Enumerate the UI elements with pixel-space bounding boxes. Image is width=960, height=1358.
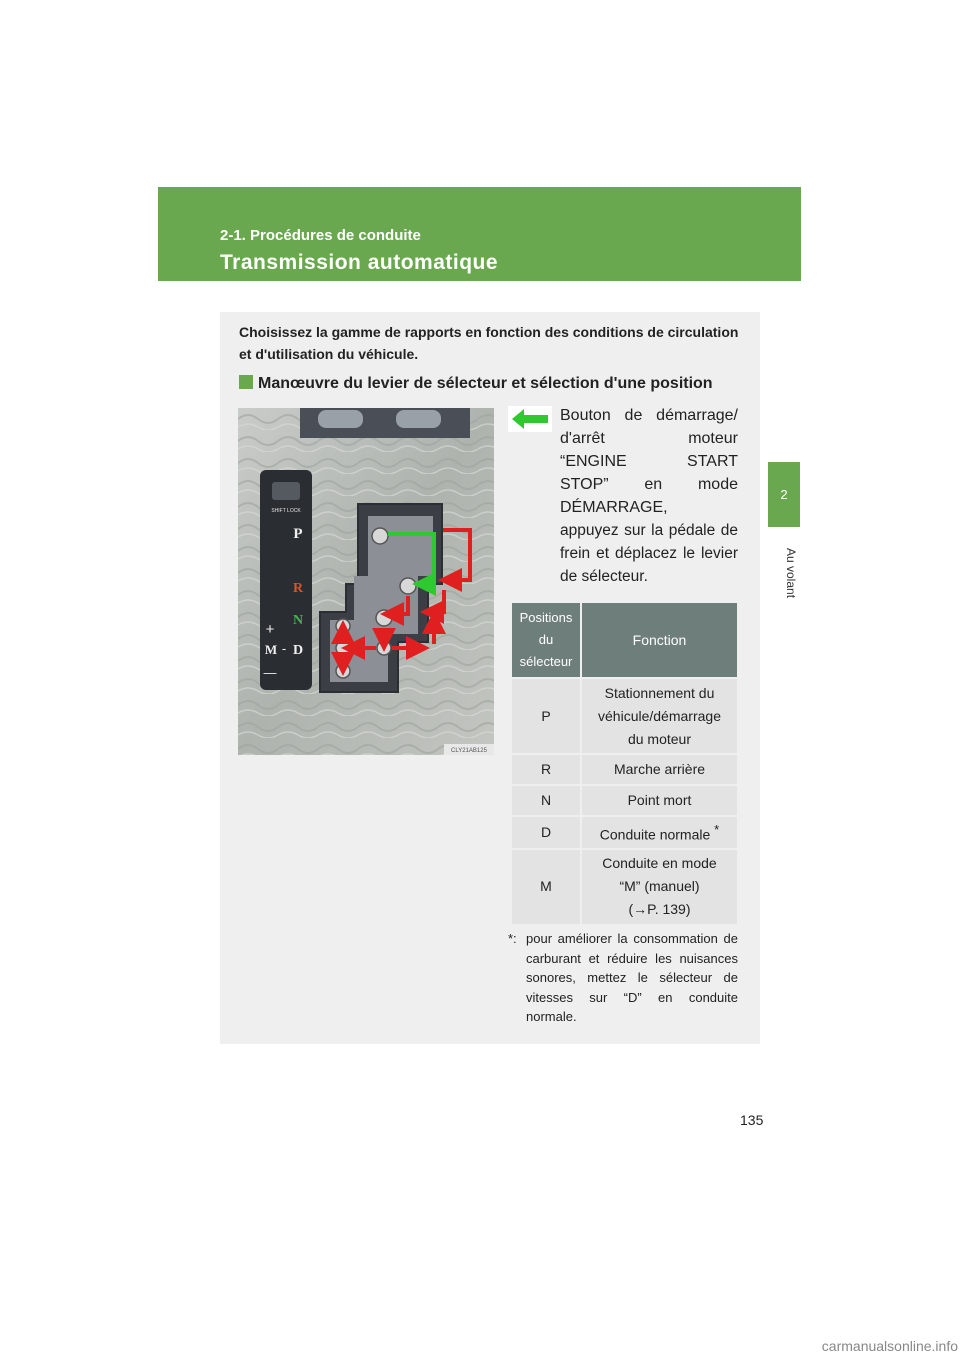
lever-n: N: [292, 613, 304, 628]
table-row: [511, 754, 738, 785]
page-number: 135: [740, 1112, 764, 1128]
shift-lock-label: SHIFT LOCK: [271, 508, 301, 514]
instruction-text: Bouton de démarrage/ d'arrêt moteur “ENGINE START STOP” en mode DÉMARRAGE, appuyez sur la pédale de frein et déplacez le levier de sélecteur.: [560, 407, 738, 585]
square-bullet-icon: [239, 375, 253, 389]
subheading: [239, 375, 749, 393]
table-row: [511, 849, 738, 925]
chapter-label: Au volant: [784, 547, 798, 599]
subheading-text: Manœuvre du levier de sélecteur et sélection d'une position: [258, 375, 713, 392]
lever-dash: -: [281, 641, 287, 656]
lever-plus: +: [265, 621, 275, 638]
function-cell: Stationnement du véhicule/démarrage du moteur: [581, 678, 738, 754]
section-header: [158, 187, 801, 281]
header-positions: Positions du sélecteur: [511, 602, 581, 678]
lever-minus: —: [263, 665, 277, 680]
table-header-row: [511, 602, 738, 678]
lever-p: P: [293, 526, 303, 542]
footnote-mark: *:: [508, 931, 517, 946]
section-label: 2-1. Procédures de conduite: [220, 227, 421, 244]
green-left-arrow-icon: [512, 409, 548, 429]
header-function: Fonction: [581, 602, 738, 678]
function-cell: Conduite en mode “M” (manuel) (→P. 139): [581, 849, 738, 925]
lever-r: R: [292, 581, 304, 596]
function-cell: Conduite normale *: [581, 816, 738, 849]
intro-text: Choisissez la gamme de rapports en fonction des conditions de circulation et d'utilisation du véhicule.: [239, 324, 739, 362]
position-cell: P: [511, 678, 581, 754]
lever-m: M: [264, 642, 278, 657]
arrow-marker: [508, 406, 552, 432]
footnote-text: pour améliorer la consommation de carburant et réduire les nuisances sonores, mettez le sélecteur de vitesses sur “D” en conduite normale.: [526, 931, 738, 1024]
chapter-tab[interactable]: 2: [768, 462, 800, 527]
shift-lever-image: [238, 408, 494, 755]
position-cell: M: [511, 849, 581, 925]
table-row: [511, 816, 738, 849]
table-row: [511, 785, 738, 816]
lever-d: D: [292, 643, 304, 658]
positions-table: [510, 601, 739, 926]
table-row: [511, 678, 738, 754]
image-code: CLY21AB125: [451, 748, 487, 754]
position-cell: N: [511, 785, 581, 816]
footer-link[interactable]: carmanualsonline.info: [821, 1338, 958, 1354]
footnote: [508, 929, 738, 1027]
page-title: Transmission automatique: [220, 251, 499, 274]
function-cell: Point mort: [581, 785, 738, 816]
position-cell: D: [511, 816, 581, 849]
position-cell: R: [511, 754, 581, 785]
function-cell: Marche arrière: [581, 754, 738, 785]
